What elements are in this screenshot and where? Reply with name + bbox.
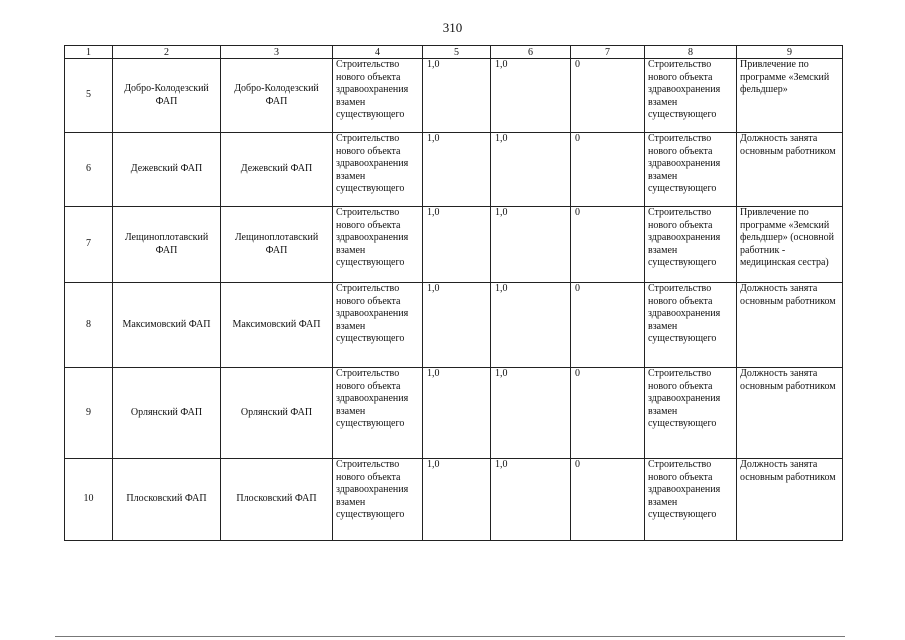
staffing-note: Должность занята основным работником xyxy=(737,283,843,368)
facility-name: Добро-Колодезский ФАП xyxy=(113,59,221,133)
header-cell: 7 xyxy=(571,46,645,59)
action-description: Строительство нового объекта здравоохранения взамен существующего xyxy=(333,368,423,459)
value-col7: 0 xyxy=(571,59,645,133)
header-cell: 2 xyxy=(113,46,221,59)
header-cell: 9 xyxy=(737,46,843,59)
value-col6: 1,0 xyxy=(491,459,571,541)
action-description: Строительство нового объекта здравоохранения взамен существующего xyxy=(333,459,423,541)
facility-table xyxy=(64,45,843,541)
facility-name: Орлянский ФАП xyxy=(113,368,221,459)
page-number: 310 xyxy=(442,20,463,35)
table-row xyxy=(65,283,843,368)
action-description-2: Строительство нового объекта здравоохранения взамен существующего xyxy=(645,207,737,283)
facility-name: Лещиноплотавский ФАП xyxy=(113,207,221,283)
action-description: Строительство нового объекта здравоохранения взамен существующего xyxy=(333,133,423,207)
row-number: 9 xyxy=(65,368,113,459)
value-col7: 0 xyxy=(571,368,645,459)
row-number: 10 xyxy=(65,459,113,541)
value-col5: 1,0 xyxy=(423,207,491,283)
staffing-note: Привлечение по программе «Земский фельдшер» (основной работник - медицинская сестра) xyxy=(737,207,843,283)
value-col7: 0 xyxy=(571,207,645,283)
action-description: Строительство нового объекта здравоохранения взамен существующего xyxy=(333,283,423,368)
table-row xyxy=(65,368,843,459)
staffing-note: Должность занята основным работником xyxy=(737,368,843,459)
staffing-note: Должность занята основным работником xyxy=(737,459,843,541)
value-col7: 0 xyxy=(571,133,645,207)
facility-name-2: Орлянский ФАП xyxy=(221,368,333,459)
table-row xyxy=(65,59,843,133)
table-row xyxy=(65,207,843,283)
header-cell: 8 xyxy=(645,46,737,59)
value-col7: 0 xyxy=(571,459,645,541)
header-cell: 5 xyxy=(423,46,491,59)
table-row xyxy=(65,133,843,207)
facility-name: Дежевский ФАП xyxy=(113,133,221,207)
staffing-note: Должность занята основным работником xyxy=(737,133,843,207)
facility-name-2: Максимовский ФАП xyxy=(221,283,333,368)
value-col5: 1,0 xyxy=(423,368,491,459)
facility-name-2: Лещиноплотавский ФАП xyxy=(221,207,333,283)
action-description-2: Строительство нового объекта здравоохранения взамен существующего xyxy=(645,459,737,541)
facility-name: Плосковский ФАП xyxy=(113,459,221,541)
value-col5: 1,0 xyxy=(423,459,491,541)
facility-name: Максимовский ФАП xyxy=(113,283,221,368)
header-cell: 6 xyxy=(491,46,571,59)
facility-name-2: Добро-Колодезский ФАП xyxy=(221,59,333,133)
header-cell: 1 xyxy=(65,46,113,59)
action-description-2: Строительство нового объекта здравоохранения взамен существующего xyxy=(645,133,737,207)
row-number: 6 xyxy=(65,133,113,207)
value-col5: 1,0 xyxy=(423,283,491,368)
row-number: 7 xyxy=(65,207,113,283)
header-cell: 4 xyxy=(333,46,423,59)
value-col7: 0 xyxy=(571,283,645,368)
row-number: 5 xyxy=(65,59,113,133)
facility-name-2: Дежевский ФАП xyxy=(221,133,333,207)
header-row xyxy=(65,46,843,59)
value-col6: 1,0 xyxy=(491,368,571,459)
action-description: Строительство нового объекта здравоохранения взамен существующего xyxy=(333,207,423,283)
action-description-2: Строительство нового объекта здравоохранения взамен существующего xyxy=(645,59,737,133)
page-bottom-rule xyxy=(55,636,845,637)
value-col6: 1,0 xyxy=(491,283,571,368)
row-number: 8 xyxy=(65,283,113,368)
value-col6: 1,0 xyxy=(491,59,571,133)
value-col5: 1,0 xyxy=(423,133,491,207)
value-col6: 1,0 xyxy=(491,133,571,207)
value-col5: 1,0 xyxy=(423,59,491,133)
action-description: Строительство нового объекта здравоохранения взамен существующего xyxy=(333,59,423,133)
table-row xyxy=(65,459,843,541)
staffing-note: Привлечение по программе «Земский фельдшер» xyxy=(737,59,843,133)
facility-name-2: Плосковский ФАП xyxy=(221,459,333,541)
action-description-2: Строительство нового объекта здравоохранения взамен существующего xyxy=(645,283,737,368)
header-cell: 3 xyxy=(221,46,333,59)
value-col6: 1,0 xyxy=(491,207,571,283)
action-description-2: Строительство нового объекта здравоохранения взамен существующего xyxy=(645,368,737,459)
